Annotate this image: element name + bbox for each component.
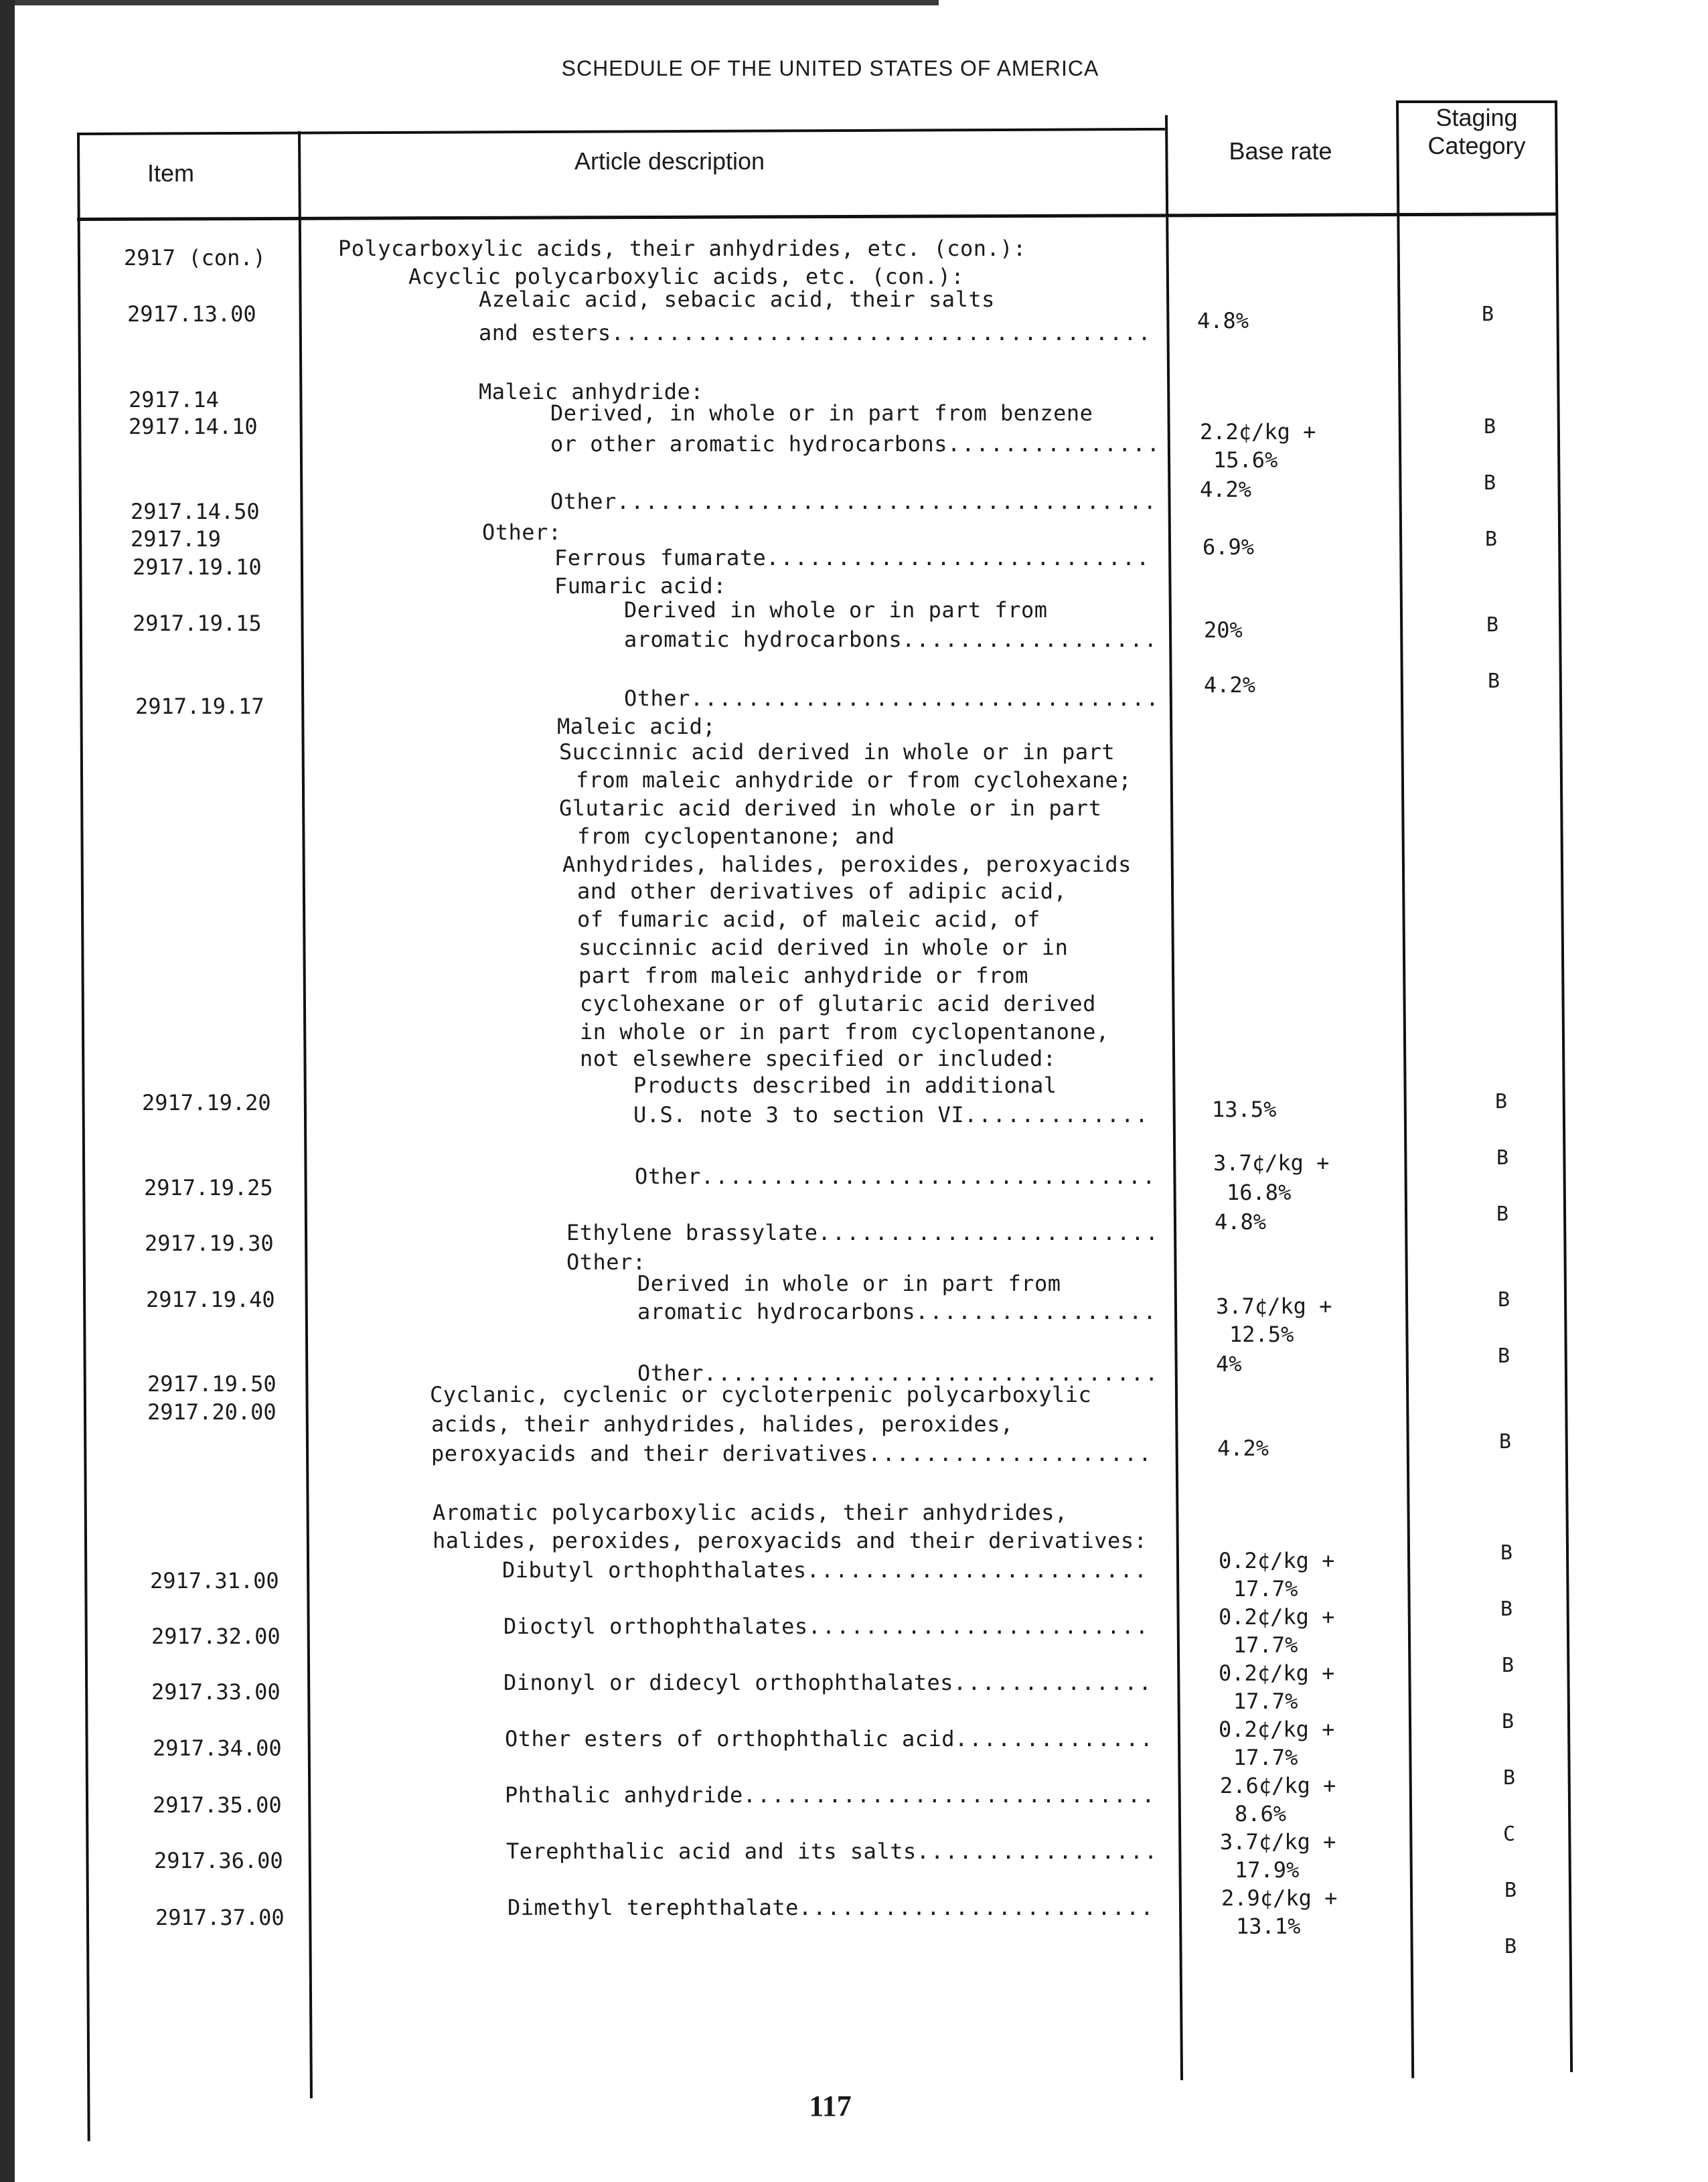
dot-leader: .............................: [743, 1782, 1156, 1808]
description-line: from cyclopentanone; and: [577, 824, 895, 849]
base-rate: 3.7¢/kg +: [1220, 1829, 1336, 1855]
item-code: 2917.14.10: [129, 414, 258, 439]
item-code: 2917.32.00: [151, 1624, 281, 1649]
base-rate: 2.2¢/kg +: [1200, 419, 1316, 445]
description-line: part from maleic anhydride or from: [578, 963, 1029, 988]
description-line: from maleic anhydride or from cyclohexane;: [576, 767, 1132, 793]
dot-leader: ................................: [700, 1164, 1157, 1189]
description-line: Maleic acid;: [557, 714, 716, 739]
description-line: Ferrous fumarate...........................: [554, 545, 1151, 570]
staging-category: B: [1484, 528, 1498, 551]
description-line: Dinonyl or didecyl orthophthalates..............: [503, 1670, 1153, 1695]
item-code: 2917.19.40: [146, 1287, 275, 1312]
description-line: Derived in whole or in part from: [637, 1271, 1061, 1296]
base-rate: 13.1%: [1236, 1914, 1301, 1939]
description-line: Aromatic polycarboxylic acids, their anhydrides,: [433, 1500, 1068, 1525]
dot-leader: ......................................: [616, 489, 1158, 514]
description-line: halides, peroxides, peroxyacids and their derivatives:: [433, 1528, 1148, 1553]
description-line: Other................................: [637, 1360, 1160, 1386]
staging-category: B: [1487, 670, 1500, 693]
description-line: Polycarboxylic acids, their anhydrides, etc. (con.):: [338, 236, 1026, 261]
item-code: 2917.35.00: [153, 1792, 282, 1818]
description-line: Other......................................: [550, 489, 1158, 514]
table-top-rule: [77, 128, 1165, 135]
header-item: Item: [147, 159, 194, 187]
description-line: aromatic hydrocarbons.................: [637, 1299, 1158, 1324]
header-staging-category: [1398, 104, 1555, 160]
dot-leader: ........................: [806, 1557, 1148, 1583]
base-rate: 17.7%: [1233, 1745, 1298, 1770]
staging-category: C: [1502, 1822, 1516, 1846]
item-code: 2917.19.15: [133, 611, 262, 636]
description-line: peroxyacids and their derivatives....................: [431, 1441, 1153, 1466]
dot-leader: .........................: [798, 1895, 1155, 1920]
dot-leader: .............: [964, 1102, 1150, 1127]
dot-leader: ....................: [868, 1441, 1153, 1466]
col-rule-item: [298, 131, 313, 2098]
description-line: Phthalic anhydride.............................: [505, 1782, 1156, 1808]
staging-category: B: [1483, 471, 1496, 495]
description-line: or other aromatic hydrocarbons...............: [550, 431, 1161, 457]
item-code: 2917.19.50: [147, 1371, 277, 1397]
dot-leader: ..............: [955, 1726, 1154, 1751]
description-line: Products described in additional: [633, 1073, 1057, 1098]
dot-leader: .................................: [690, 686, 1160, 711]
description-line: Succinnic acid derived in whole or in part: [559, 739, 1115, 765]
dot-leader: .................: [916, 1839, 1159, 1864]
item-code: 2917.34.00: [153, 1735, 282, 1761]
staging-category: B: [1501, 1654, 1515, 1677]
scan-edge-top: [15, 0, 939, 5]
description-line: Glutaric acid derived in whole or in part: [559, 795, 1102, 821]
description-line: Derived in whole or in part from: [624, 597, 1048, 623]
page-number: 117: [809, 2090, 852, 2122]
staging-category: B: [1502, 1766, 1516, 1790]
dot-leader: .................: [915, 1299, 1158, 1324]
staging-category: B: [1497, 1288, 1510, 1312]
base-rate: 17.7%: [1233, 1689, 1298, 1714]
description-line: Terephthalic acid and its salts.................: [506, 1839, 1159, 1864]
base-rate: 4.8%: [1197, 308, 1249, 333]
staging-category: B: [1498, 1430, 1512, 1454]
staging-category: B: [1494, 1090, 1508, 1113]
header-staging-line1: Staging: [1435, 104, 1518, 131]
base-rate: 17.7%: [1233, 1576, 1298, 1602]
item-code: 2917.19.10: [133, 554, 262, 580]
base-rate: 0.2¢/kg +: [1219, 1660, 1335, 1686]
description-line: Azelaic acid, sebacic acid, their salts: [479, 287, 995, 312]
staging-category: B: [1497, 1344, 1510, 1368]
description-line: not elsewhere specified or included:: [580, 1046, 1057, 1071]
description-line: Dimethyl terephthalate.........................: [508, 1895, 1155, 1920]
description-line: cyclohexane or of glutaric acid derived: [580, 991, 1096, 1016]
base-rate: 6.9%: [1202, 534, 1255, 560]
col-rule-article: [1165, 115, 1183, 2080]
dot-leader: ................................: [703, 1360, 1160, 1386]
scan-edge-left: [0, 0, 15, 2182]
staging-category: B: [1504, 1935, 1517, 1958]
base-rate: 20%: [1204, 617, 1243, 643]
dot-leader: ........................: [818, 1220, 1160, 1245]
description-line: Acyclic polycarboxylic acids, etc. (con.):: [408, 264, 965, 289]
page-title: SCHEDULE OF THE UNITED STATES OF AMERICA: [561, 56, 1099, 80]
dot-leader: ..................: [902, 627, 1158, 652]
dot-leader: ..............: [953, 1670, 1153, 1695]
base-rate: 13.5%: [1212, 1097, 1277, 1122]
description-line: acids, their anhydrides, halides, peroxides,: [431, 1411, 1014, 1437]
item-code: 2917.36.00: [154, 1848, 283, 1873]
staging-category: B: [1483, 415, 1496, 439]
base-rate: 2.9¢/kg +: [1221, 1885, 1338, 1911]
item-code: 2917.20.00: [147, 1399, 277, 1425]
base-rate: 2.6¢/kg +: [1220, 1773, 1336, 1798]
description-line: U.S. note 3 to section VI.............: [633, 1102, 1150, 1127]
dot-leader: ...............: [947, 431, 1161, 457]
staging-category: B: [1504, 1879, 1517, 1902]
description-line: Ethylene brassylate........................: [566, 1220, 1160, 1245]
staging-category: B: [1496, 1146, 1509, 1170]
base-rate: 0.2¢/kg +: [1219, 1604, 1335, 1630]
description-line: Other.................................: [624, 686, 1160, 711]
base-rate: 17.7%: [1233, 1632, 1298, 1658]
staging-category: B: [1481, 303, 1494, 326]
col-rule-rate: [1396, 102, 1414, 2078]
base-rate: 3.7¢/kg +: [1213, 1150, 1330, 1176]
col-rule-right: [1555, 100, 1573, 2072]
base-rate: 0.2¢/kg +: [1219, 1717, 1335, 1742]
base-rate: 0.2¢/kg +: [1219, 1548, 1335, 1573]
staging-category: B: [1486, 613, 1499, 637]
base-rate: 17.9%: [1235, 1857, 1300, 1883]
item-code: 2917.14: [129, 387, 219, 412]
dot-leader: ......................................: [611, 320, 1152, 345]
dot-leader: ...........................: [766, 545, 1151, 570]
item-code: 2917.14.50: [131, 499, 260, 524]
staging-top-rule: [1396, 100, 1557, 103]
description-line: Dibutyl orthophthalates........................: [502, 1557, 1148, 1583]
item-code: 2917.13.00: [127, 301, 256, 327]
col-rule-left: [77, 133, 90, 2141]
item-code: 2917.33.00: [151, 1679, 281, 1705]
description-line: Fumaric acid:: [554, 573, 726, 599]
base-rate: 3.7¢/kg +: [1216, 1294, 1332, 1319]
description-line: of fumaric acid, of maleic acid, of: [577, 907, 1040, 932]
description-line: Cyclanic, cyclenic or cycloterpenic polycarboxylic: [430, 1382, 1092, 1407]
item-code: 2917.37.00: [155, 1905, 285, 1930]
item-code: 2917.19.25: [144, 1175, 273, 1200]
description-line: in whole or in part from cyclopentanone,: [580, 1019, 1109, 1044]
description-line: Maleic anhydride:: [479, 379, 704, 404]
item-code: 2917 (con.): [124, 245, 266, 270]
base-rate: 4.2%: [1204, 672, 1256, 698]
base-rate: 16.8%: [1227, 1180, 1292, 1205]
base-rate: 4.2%: [1217, 1435, 1269, 1461]
item-code: 2917.19.17: [135, 694, 264, 719]
base-rate: 4%: [1216, 1351, 1242, 1377]
description-line: Other:: [566, 1249, 646, 1275]
header-article-description: Article description: [574, 147, 765, 175]
dot-leader: ........................: [807, 1614, 1150, 1639]
staging-category: B: [1500, 1597, 1513, 1621]
base-rate: 4.2%: [1200, 477, 1252, 502]
base-rate: 8.6%: [1235, 1801, 1287, 1826]
description-line: Other:: [482, 520, 562, 545]
description-line: and other derivatives of adipic acid,: [577, 878, 1067, 904]
description-line: Derived, in whole or in part from benzene: [550, 400, 1093, 426]
base-rate: 12.5%: [1229, 1322, 1294, 1347]
header-base-rate: Base rate: [1229, 137, 1332, 165]
item-code: 2917.31.00: [150, 1568, 279, 1593]
base-rate: 4.8%: [1215, 1209, 1267, 1235]
description-line: Other esters of orthophthalic acid..............: [505, 1726, 1154, 1751]
description-line: succinnic acid derived in whole or in: [578, 935, 1069, 960]
staging-category: B: [1496, 1202, 1509, 1226]
header-staging-line2: Category: [1427, 132, 1526, 159]
item-code: 2917.19.20: [142, 1090, 271, 1115]
description-line: Other................................: [635, 1164, 1157, 1189]
item-code: 2917.19: [131, 526, 221, 552]
description-line: Dioctyl orthophthalates........................: [503, 1614, 1150, 1639]
base-rate: 15.6%: [1213, 447, 1278, 473]
staging-category: B: [1501, 1710, 1515, 1733]
description-line: Anhydrides, halides, peroxides, peroxyacids: [562, 852, 1132, 877]
description-line: and esters......................................: [479, 320, 1152, 345]
staging-category: B: [1500, 1541, 1513, 1565]
description-line: aromatic hydrocarbons..................: [624, 627, 1158, 652]
item-code: 2917.19.30: [145, 1231, 274, 1256]
